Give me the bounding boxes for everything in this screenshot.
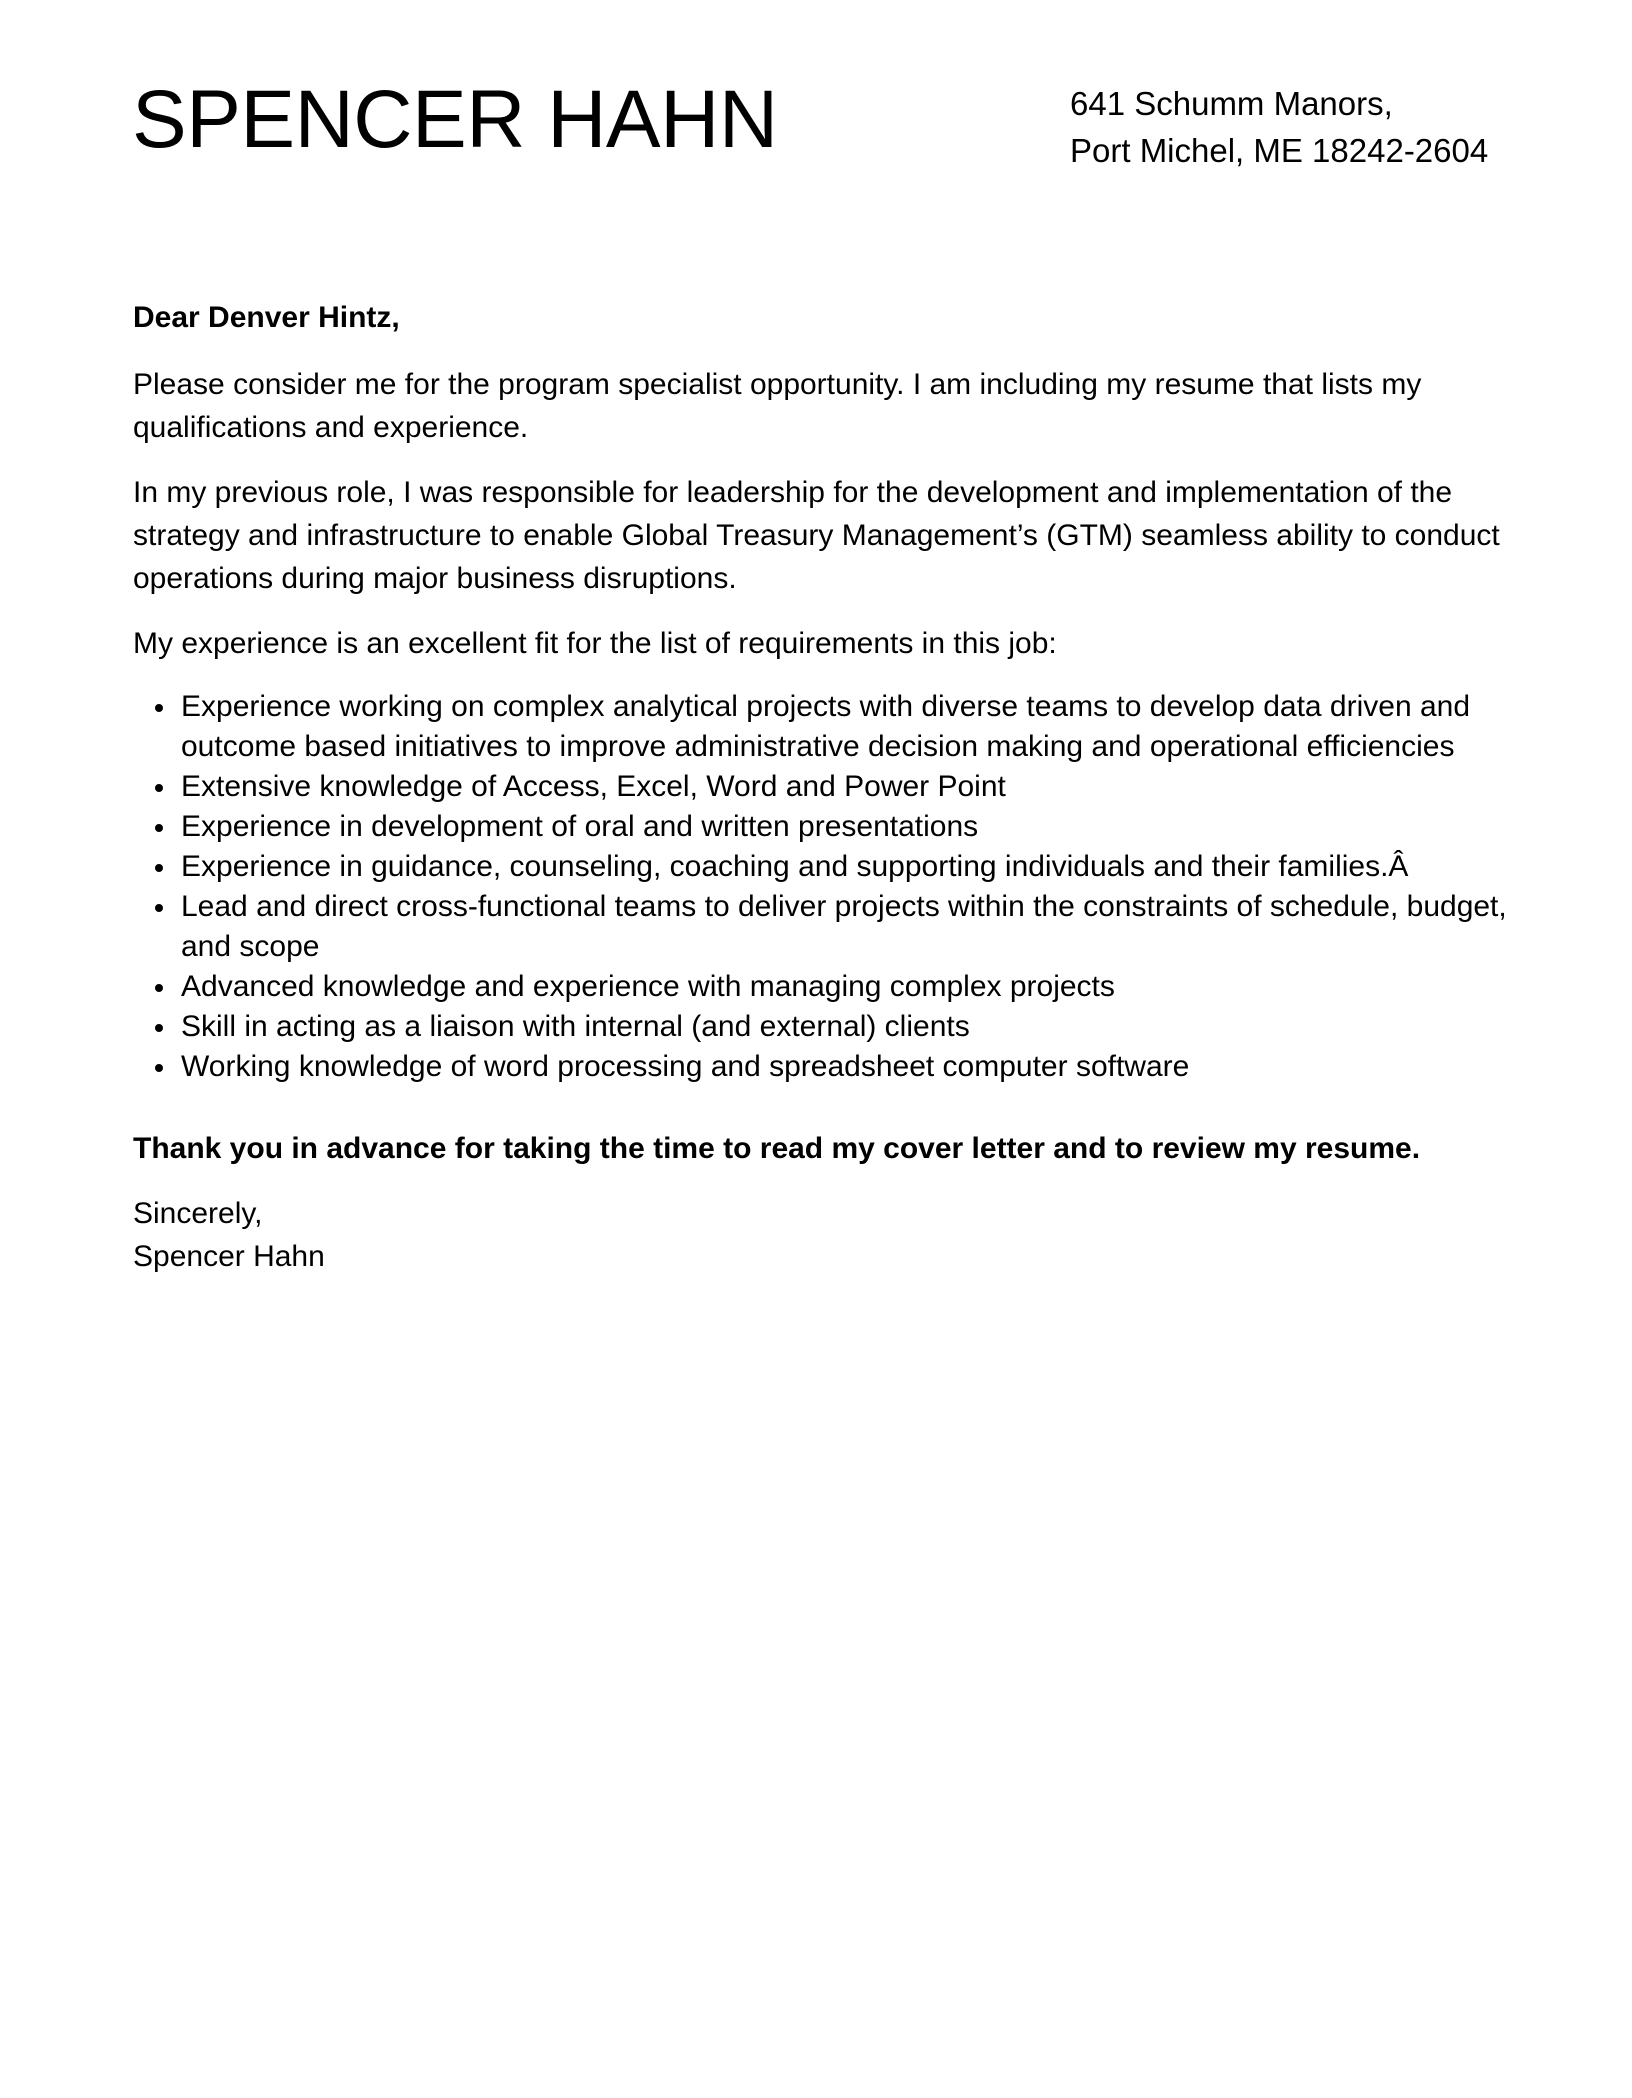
letter-body <box>133 296 1513 1278</box>
list-item: Extensive knowledge of Access, Excel, Word and Power Point <box>181 767 1513 807</box>
address-line-2: Port Michel, ME 18242-2604 <box>1070 132 1489 169</box>
applicant-address <box>1070 80 1488 174</box>
applicant-name: SPENCER HAHN <box>132 74 778 165</box>
list-item: Working knowledge of word processing and spreadsheet computer software <box>181 1047 1513 1087</box>
requirements-list <box>133 687 1513 1087</box>
list-item: Experience working on complex analytical projects with diverse teams to develop data driven and outcome based initiatives to improve administrative decision making and operational efficiencies <box>181 687 1513 767</box>
list-item: Experience in development of oral and written presentations <box>181 807 1513 847</box>
address-line-1: 641 Schumm Manors, <box>1070 85 1393 122</box>
signature-name: Spencer Hahn <box>133 1240 325 1273</box>
list-item: Advanced knowledge and experience with managing complex projects <box>181 967 1513 1007</box>
signoff-block <box>133 1192 1513 1278</box>
requirements-intro: My experience is an excellent fit for the list of requirements in this job: <box>133 627 1057 660</box>
list-item: Lead and direct cross-functional teams to deliver projects within the constraints of schedule, budget, and scope <box>181 887 1513 967</box>
signoff: Sincerely, <box>133 1197 263 1230</box>
intro-paragraph: Please consider me for the program specialist opportunity. I am including my resume that lists my qualifications and experience. <box>133 368 1422 444</box>
previous-role-paragraph: In my previous role, I was responsible for leadership for the development and implementation of the strategy and infrastructure to enable Global Treasury Management’s (GTM) seamless ability to conduct operations during major business disruptions. <box>133 476 1500 595</box>
closing-line: Thank you in advance for taking the time to read my cover letter and to review my resume. <box>133 1132 1421 1165</box>
salutation: Dear Denver Hintz, <box>133 301 400 334</box>
list-item: Experience in guidance, counseling, coaching and supporting individuals and their families.Â <box>181 847 1513 887</box>
list-item: Skill in acting as a liaison with internal (and external) clients <box>181 1007 1513 1047</box>
